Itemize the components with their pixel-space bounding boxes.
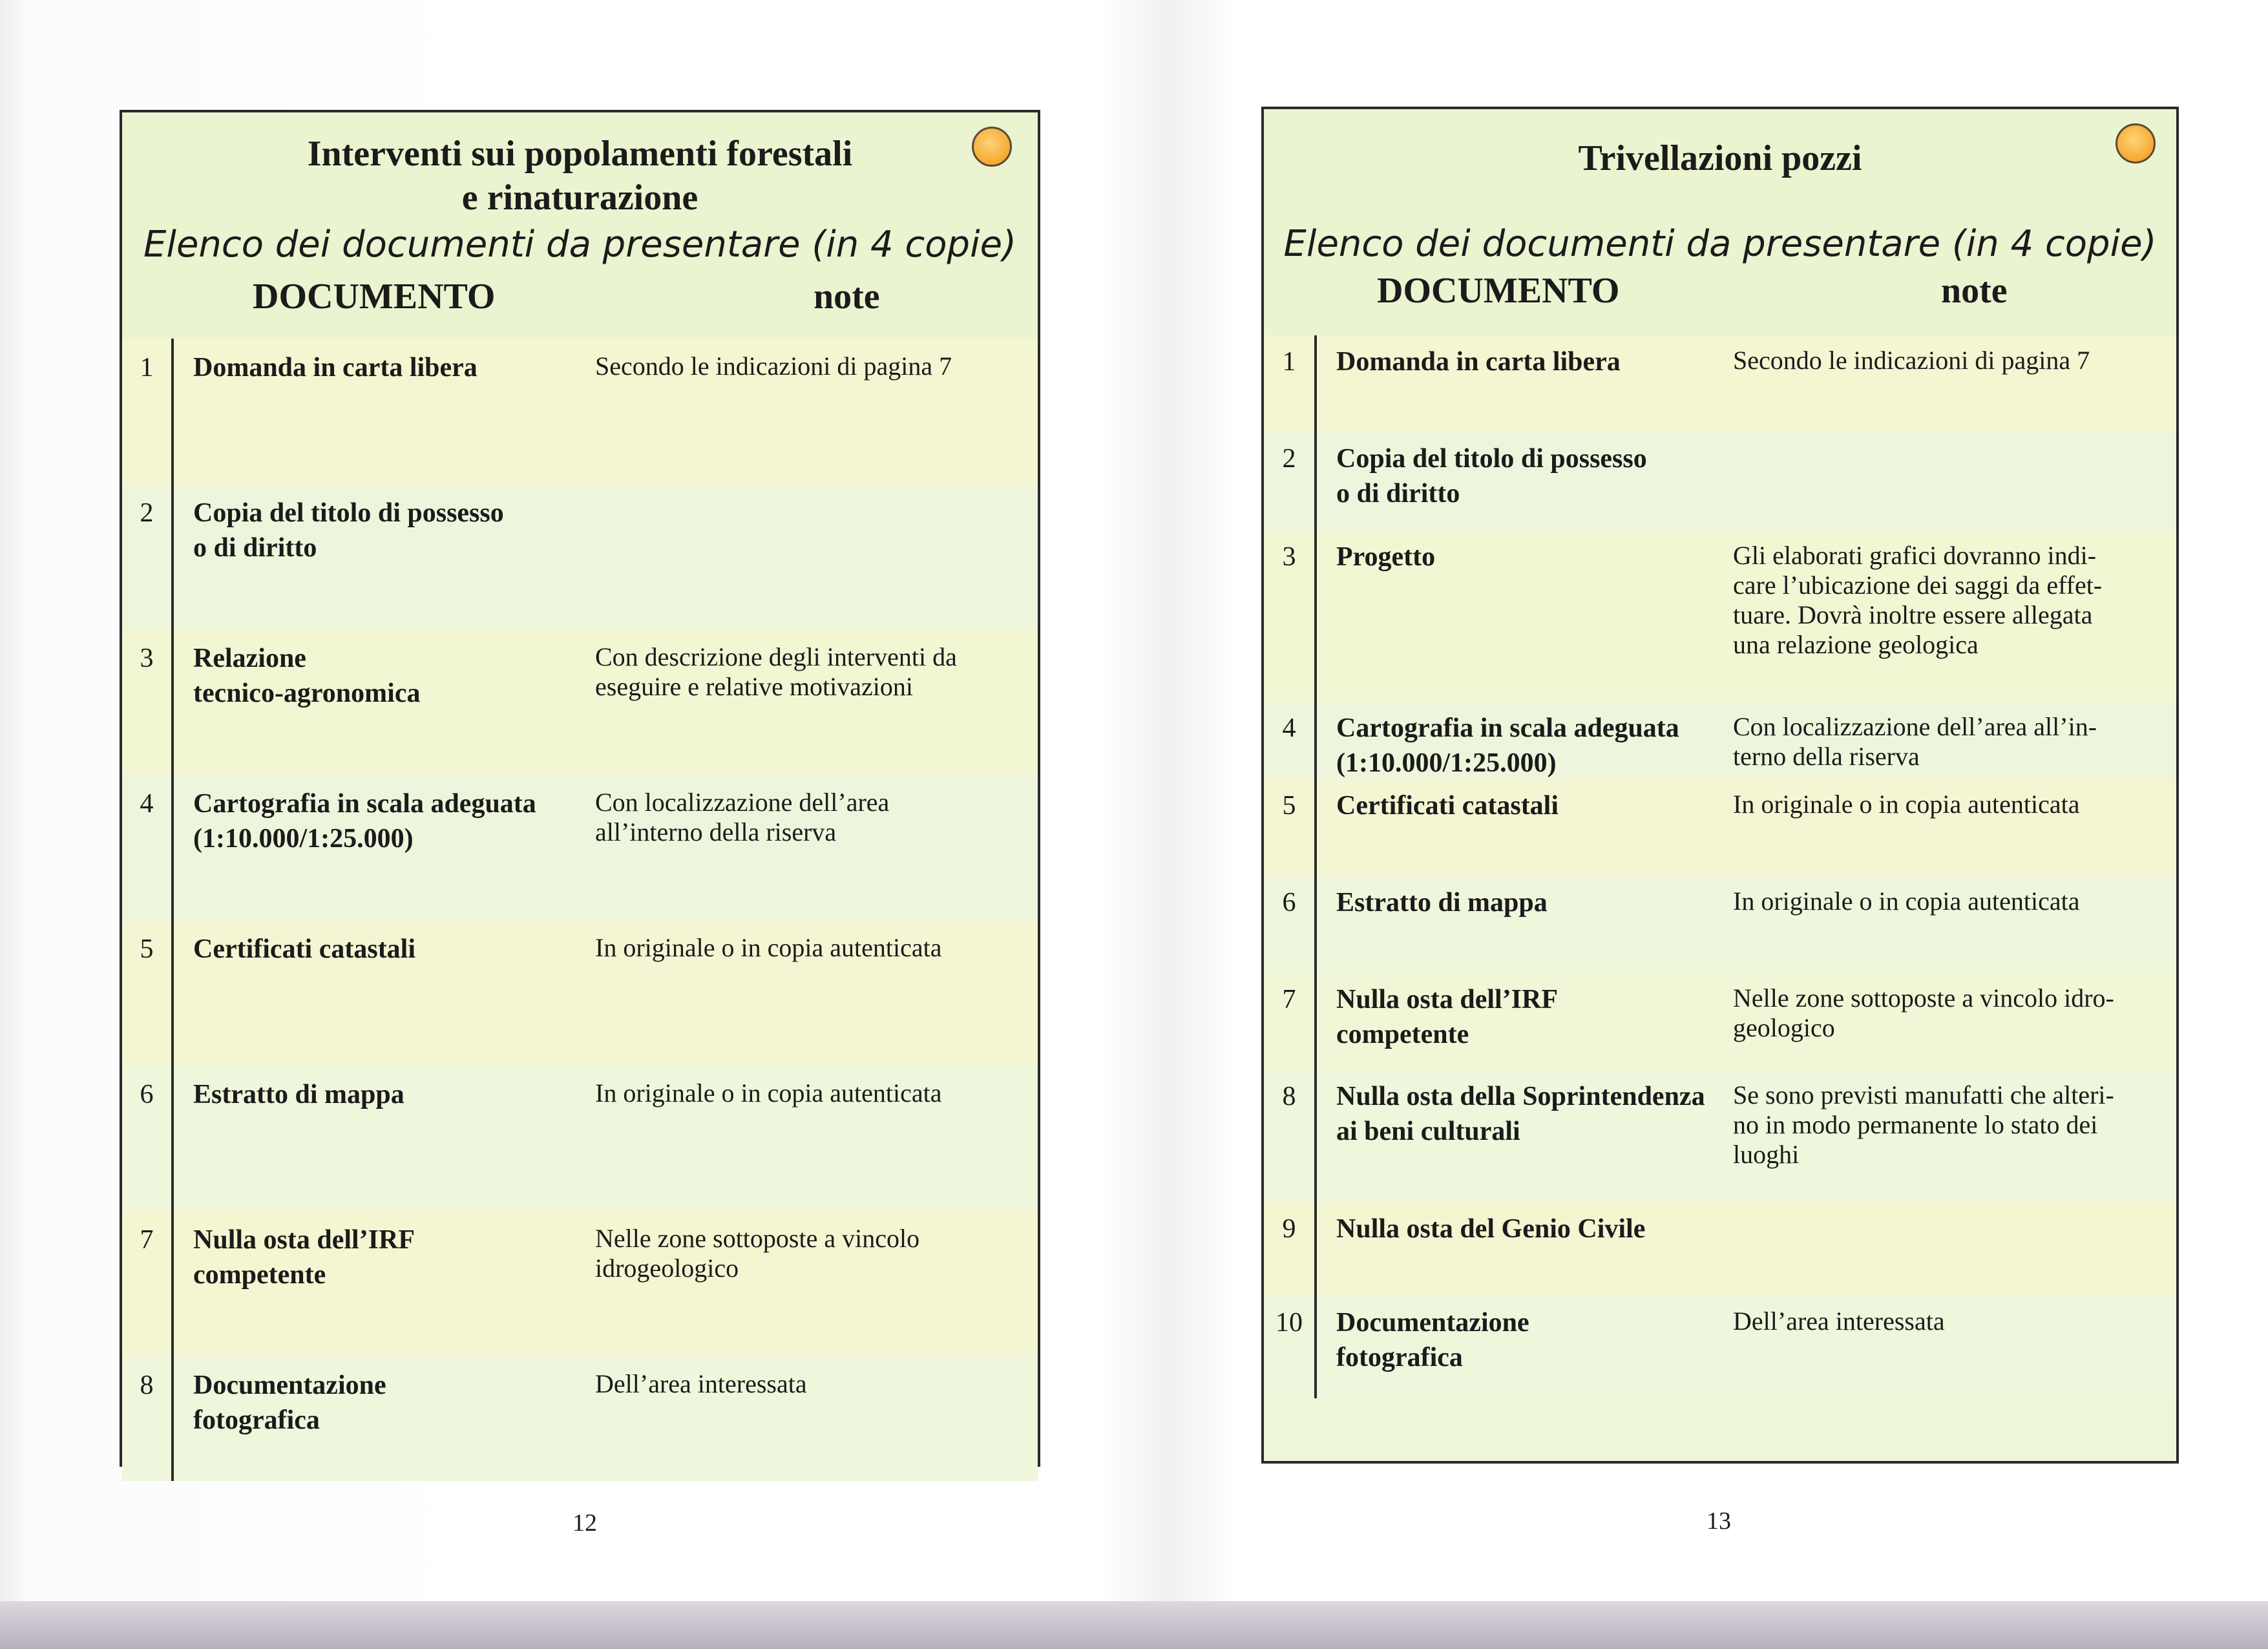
document-name (193, 641, 587, 711)
document-name-line: Nulla osta della Soprintendenza (1336, 1082, 1705, 1111)
document-name (1336, 885, 1730, 920)
table-row (1264, 702, 2176, 779)
document-note-line: terno della riserva (1733, 742, 1920, 771)
right-title-line1: Trivellazioni pozzi (1578, 138, 1862, 178)
document-name (193, 350, 587, 385)
document-note-line: Secondo le indicazioni di pagina 7 (595, 352, 952, 381)
table-row (1264, 335, 2176, 432)
table-row (122, 1211, 1038, 1356)
left-col-note: note (814, 277, 880, 317)
document-name (193, 1223, 587, 1292)
document-name-line: Relazione (193, 644, 306, 673)
table-row (122, 1356, 1038, 1481)
document-name-line: Domanda in carta libera (193, 353, 478, 383)
row-number: 5 (1282, 791, 1296, 821)
document-name (193, 496, 587, 565)
table-row (122, 1066, 1038, 1211)
document-name-line: competente (1336, 1020, 1469, 1049)
document-name (1336, 711, 1730, 781)
document-name-line: fotografica (193, 1405, 320, 1435)
row-number: 10 (1276, 1308, 1303, 1338)
document-note-line: care l’ubicazione dei saggi da effet- (1733, 571, 2103, 600)
document-note (1733, 887, 2172, 916)
document-note-line: In originale o in copia autenticata (1733, 887, 2080, 916)
table-row (1264, 779, 2176, 876)
document-name (1336, 441, 1730, 511)
left-page-number: 12 (572, 1509, 597, 1537)
document-name-line: o di diritto (1336, 479, 1460, 509)
right-page-number: 13 (1706, 1507, 1731, 1535)
document-note (595, 788, 1022, 847)
document-name-line: (1:10.000/1:25.000) (193, 824, 414, 854)
table-row (1264, 876, 2176, 973)
document-name-line: Certificati catastali (1336, 791, 1559, 821)
document-name (1336, 982, 1730, 1052)
table-row (1264, 530, 2176, 702)
document-name-line: Domanda in carta libera (1336, 347, 1621, 377)
right-subtitle: Elenco dei documenti da presentare (in 4 copie) (1283, 223, 2157, 265)
document-note-line: Con localizzazione dell’area all’in- (1733, 712, 2097, 741)
scan-edge (0, 0, 25, 1601)
document-note-line: Con descrizione degli interventi da (595, 642, 957, 671)
row-number: 6 (1282, 888, 1296, 918)
left-col-document: DOCUMENTO (253, 277, 496, 317)
row-number: 3 (140, 644, 154, 673)
right-col-document: DOCUMENTO (1377, 271, 1620, 311)
document-name-line: Copia del titolo di possesso (193, 498, 504, 528)
document-name-line: (1:10.000/1:25.000) (1336, 748, 1557, 778)
left-title-line1: Interventi sui popolamenti forestali (307, 134, 853, 174)
document-name (1336, 344, 1730, 379)
right-col-note: note (1941, 271, 2008, 311)
document-note (1733, 790, 2172, 819)
document-name-line: Copia del titolo di possesso (1336, 444, 1647, 474)
document-name-line: Estratto di mappa (1336, 888, 1548, 918)
document-name (193, 932, 587, 967)
document-name (193, 1077, 587, 1112)
table-row (1264, 1203, 2176, 1296)
row-number: 8 (140, 1371, 154, 1400)
document-note-line: In originale o in copia autenticata (595, 1078, 942, 1108)
document-name-line: Nulla osta dell’IRF (193, 1225, 415, 1255)
document-name (193, 786, 587, 856)
row-number: 6 (140, 1080, 154, 1109)
document-note (595, 1078, 1022, 1108)
document-note-line: tuare. Dovrà inoltre essere allegata (1733, 600, 2093, 629)
left-document-table (120, 110, 1040, 1467)
scan-shadow (0, 1601, 2268, 1649)
table-row (122, 775, 1038, 920)
document-note-line: Secondo le indicazioni di pagina 7 (1733, 346, 2090, 375)
left-rows (122, 339, 1038, 1464)
document-note (1733, 346, 2172, 375)
document-note-line: Se sono previsti manufatti che alteri- (1733, 1080, 2114, 1109)
document-note-line: In originale o in copia autenticata (1733, 790, 2080, 819)
table-row (1264, 432, 2176, 530)
row-number: 3 (1282, 542, 1296, 572)
document-name-line: Documentazione (193, 1371, 386, 1400)
row-number: 5 (140, 934, 154, 964)
document-note-line: Dell’area interessata (1733, 1307, 1945, 1336)
right-document-table (1261, 107, 2179, 1464)
document-name-line: competente (193, 1260, 326, 1290)
left-subtitle: Elenco dei documenti da presentare (in 4 copie) (143, 224, 1016, 266)
document-name-line: tecnico-agronomica (193, 678, 421, 708)
document-note-line: no in modo permanente lo stato dei (1733, 1110, 2098, 1139)
row-number: 8 (1282, 1082, 1296, 1111)
document-note-line: una relazione geologica (1733, 630, 1979, 659)
document-name-line: Progetto (1336, 542, 1436, 572)
table-row (122, 339, 1038, 484)
document-note-line: eseguire e relative motivazioni (595, 672, 914, 701)
table-row (1264, 973, 2176, 1070)
document-note-line: Nelle zone sottoposte a vincolo idro- (1733, 983, 2114, 1013)
document-name-line: Certificati catastali (193, 934, 416, 964)
document-note-line: Gli elaborati grafici dovranno indi- (1733, 541, 2097, 570)
right-table-header (1264, 109, 2176, 338)
document-note-line: Nelle zone sottoposte a vincolo (595, 1224, 920, 1253)
document-name-line: Cartografia in scala adeguata (1336, 713, 1679, 743)
document-name-line: o di diritto (193, 533, 317, 563)
left-table-header (122, 112, 1038, 341)
document-name-line: fotografica (1336, 1343, 1463, 1372)
table-row (1264, 1070, 2176, 1203)
left-title-line2: e rinaturazione (461, 178, 698, 218)
row-number: 9 (1282, 1214, 1296, 1244)
document-note-line: luoghi (1733, 1140, 1800, 1169)
right-rows (1264, 335, 2176, 1461)
document-name-line: Nulla osta del Genio Civile (1336, 1214, 1646, 1244)
table-row (1264, 1296, 2176, 1398)
document-name-line: Documentazione (1336, 1308, 1529, 1338)
document-name-line: Cartografia in scala adeguata (193, 789, 536, 819)
document-name-line: Nulla osta dell’IRF (1336, 985, 1559, 1014)
document-note (595, 352, 1022, 381)
document-name-line: ai beni culturali (1336, 1117, 1520, 1146)
document-note (595, 642, 1022, 702)
table-row (122, 920, 1038, 1066)
row-number: 7 (140, 1225, 154, 1255)
table-row (122, 484, 1038, 629)
document-note-line: Dell’area interessata (595, 1369, 807, 1398)
orange-dot-icon (972, 127, 1012, 167)
document-note (1733, 712, 2172, 772)
row-number: 4 (140, 789, 154, 819)
document-note (1733, 541, 2172, 660)
row-number: 4 (1282, 713, 1296, 743)
document-note-line: idrogeologico (595, 1254, 739, 1283)
document-note (1733, 1307, 2172, 1336)
document-name (1336, 1212, 1730, 1246)
row-number: 7 (1282, 985, 1296, 1014)
document-note (1733, 983, 2172, 1043)
document-note-line: geologico (1733, 1013, 1835, 1042)
document-note (1733, 1080, 2172, 1170)
document-name (1336, 540, 1730, 574)
document-note (595, 1224, 1022, 1283)
row-number: 1 (1282, 347, 1296, 377)
document-name (1336, 1079, 1730, 1149)
table-row (122, 629, 1038, 775)
document-name-line: Estratto di mappa (193, 1080, 404, 1109)
document-note (595, 933, 1022, 963)
document-note-line: In originale o in copia autenticata (595, 933, 942, 962)
document-name (1336, 1305, 1730, 1375)
row-number: 2 (140, 498, 154, 528)
document-note (595, 1369, 1022, 1399)
document-note-line: all’interno della riserva (595, 817, 837, 846)
orange-dot-icon (2116, 123, 2156, 163)
row-number: 2 (1282, 444, 1296, 474)
document-note-line: Con localizzazione dell’area (595, 788, 890, 817)
row-number: 1 (140, 353, 154, 383)
document-name (193, 1368, 587, 1438)
document-name (1336, 788, 1730, 823)
